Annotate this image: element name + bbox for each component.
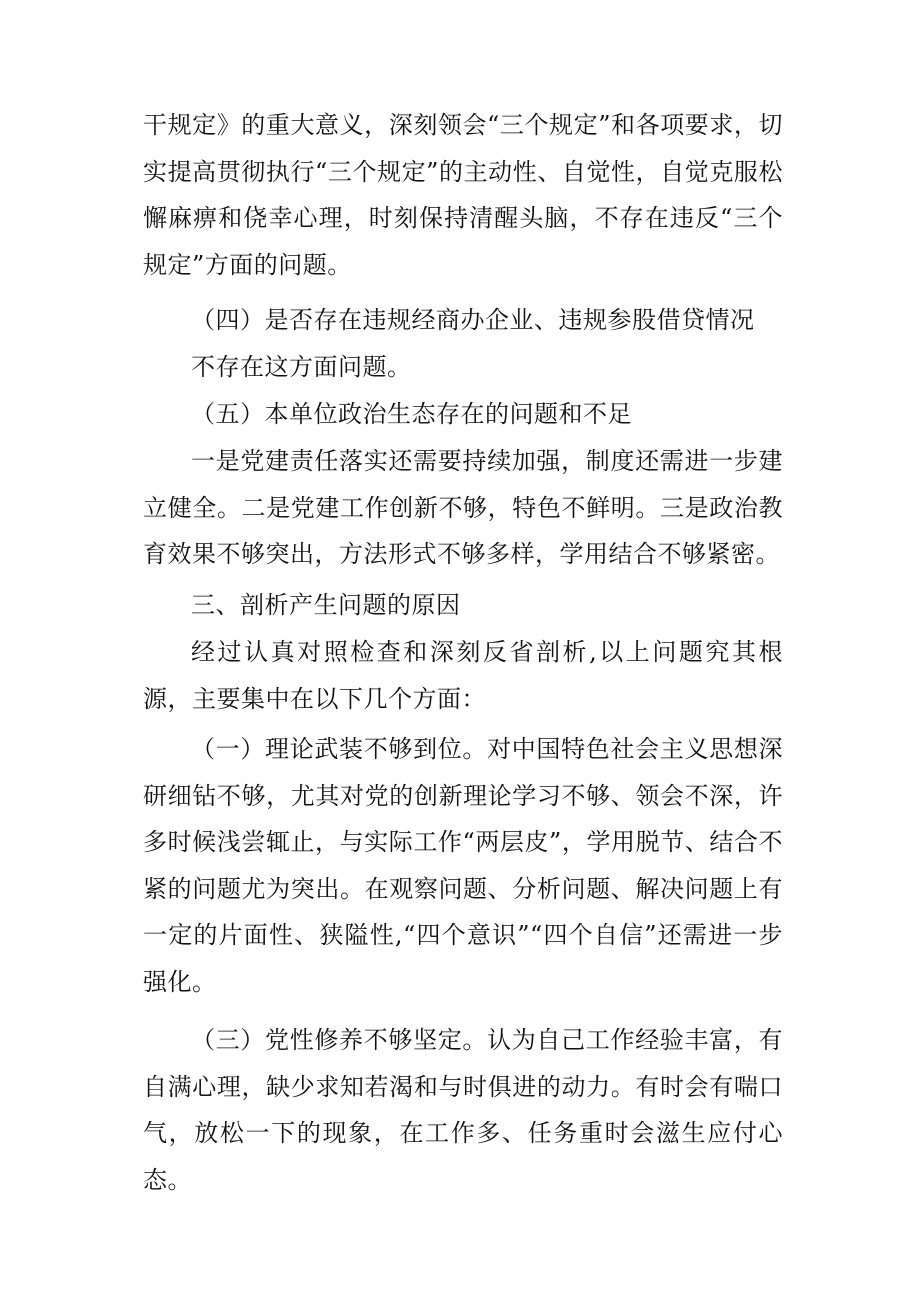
heading-section-four: （四）是否存在违规经商办企业、违规参股借贷情况 xyxy=(191,306,755,334)
paragraph-theory-armament: （一）理论武装不够到位。对中国特色社会主义思想深研细钻不够，尤其对党的创新理论学习不够、领会不深，许多时候浅尝辄止，与实际工作“两层皮”，学用脱节、结合不紧的问题尤为突出。在观察问题、分析问题、解决问题上有一定的片面性、狭隘性,“四个意识”“四个自信”还需进一步强化。 xyxy=(143,735,783,996)
paragraph-three-regulations: 干规定》的重大意义，深刻领会“三个规定”和各项要求，切实提高贯彻执行“三个规定”的主动性、自觉性，自觉克服松懈麻痹和侥幸心理，时刻保持清醒头脑，不存在违反“三个规定”方面的问题。 xyxy=(143,111,783,279)
heading-section-five: （五）本单位政治生态存在的问题和不足 xyxy=(191,400,632,428)
paragraph-party-spirit: （三）党性修养不够坚定。认为自己工作经验丰富，有自满心理，缺少求知若渴和与时俱进的动力。有时会有喘口气，放松一下的现象，在工作多、任务重时会滋生应付心态。 xyxy=(143,1026,783,1194)
heading-part-three: 三、剖析产生问题的原因 xyxy=(191,591,461,619)
paragraph-political-ecology: 一是党建责任落实还需要持续加强，制度还需进一步建立健全。二是党建工作创新不够，特色不鲜明。三是政治教育效果不够突出，方法形式不够多样，学用结合不够紧密。 xyxy=(143,447,783,568)
paragraph-no-issue: 不存在这方面问题。 xyxy=(191,353,412,381)
paragraph-analysis-intro: 经过认真对照检查和深刻反省剖析,以上问题究其根源，主要集中在以下几个方面： xyxy=(143,638,783,713)
